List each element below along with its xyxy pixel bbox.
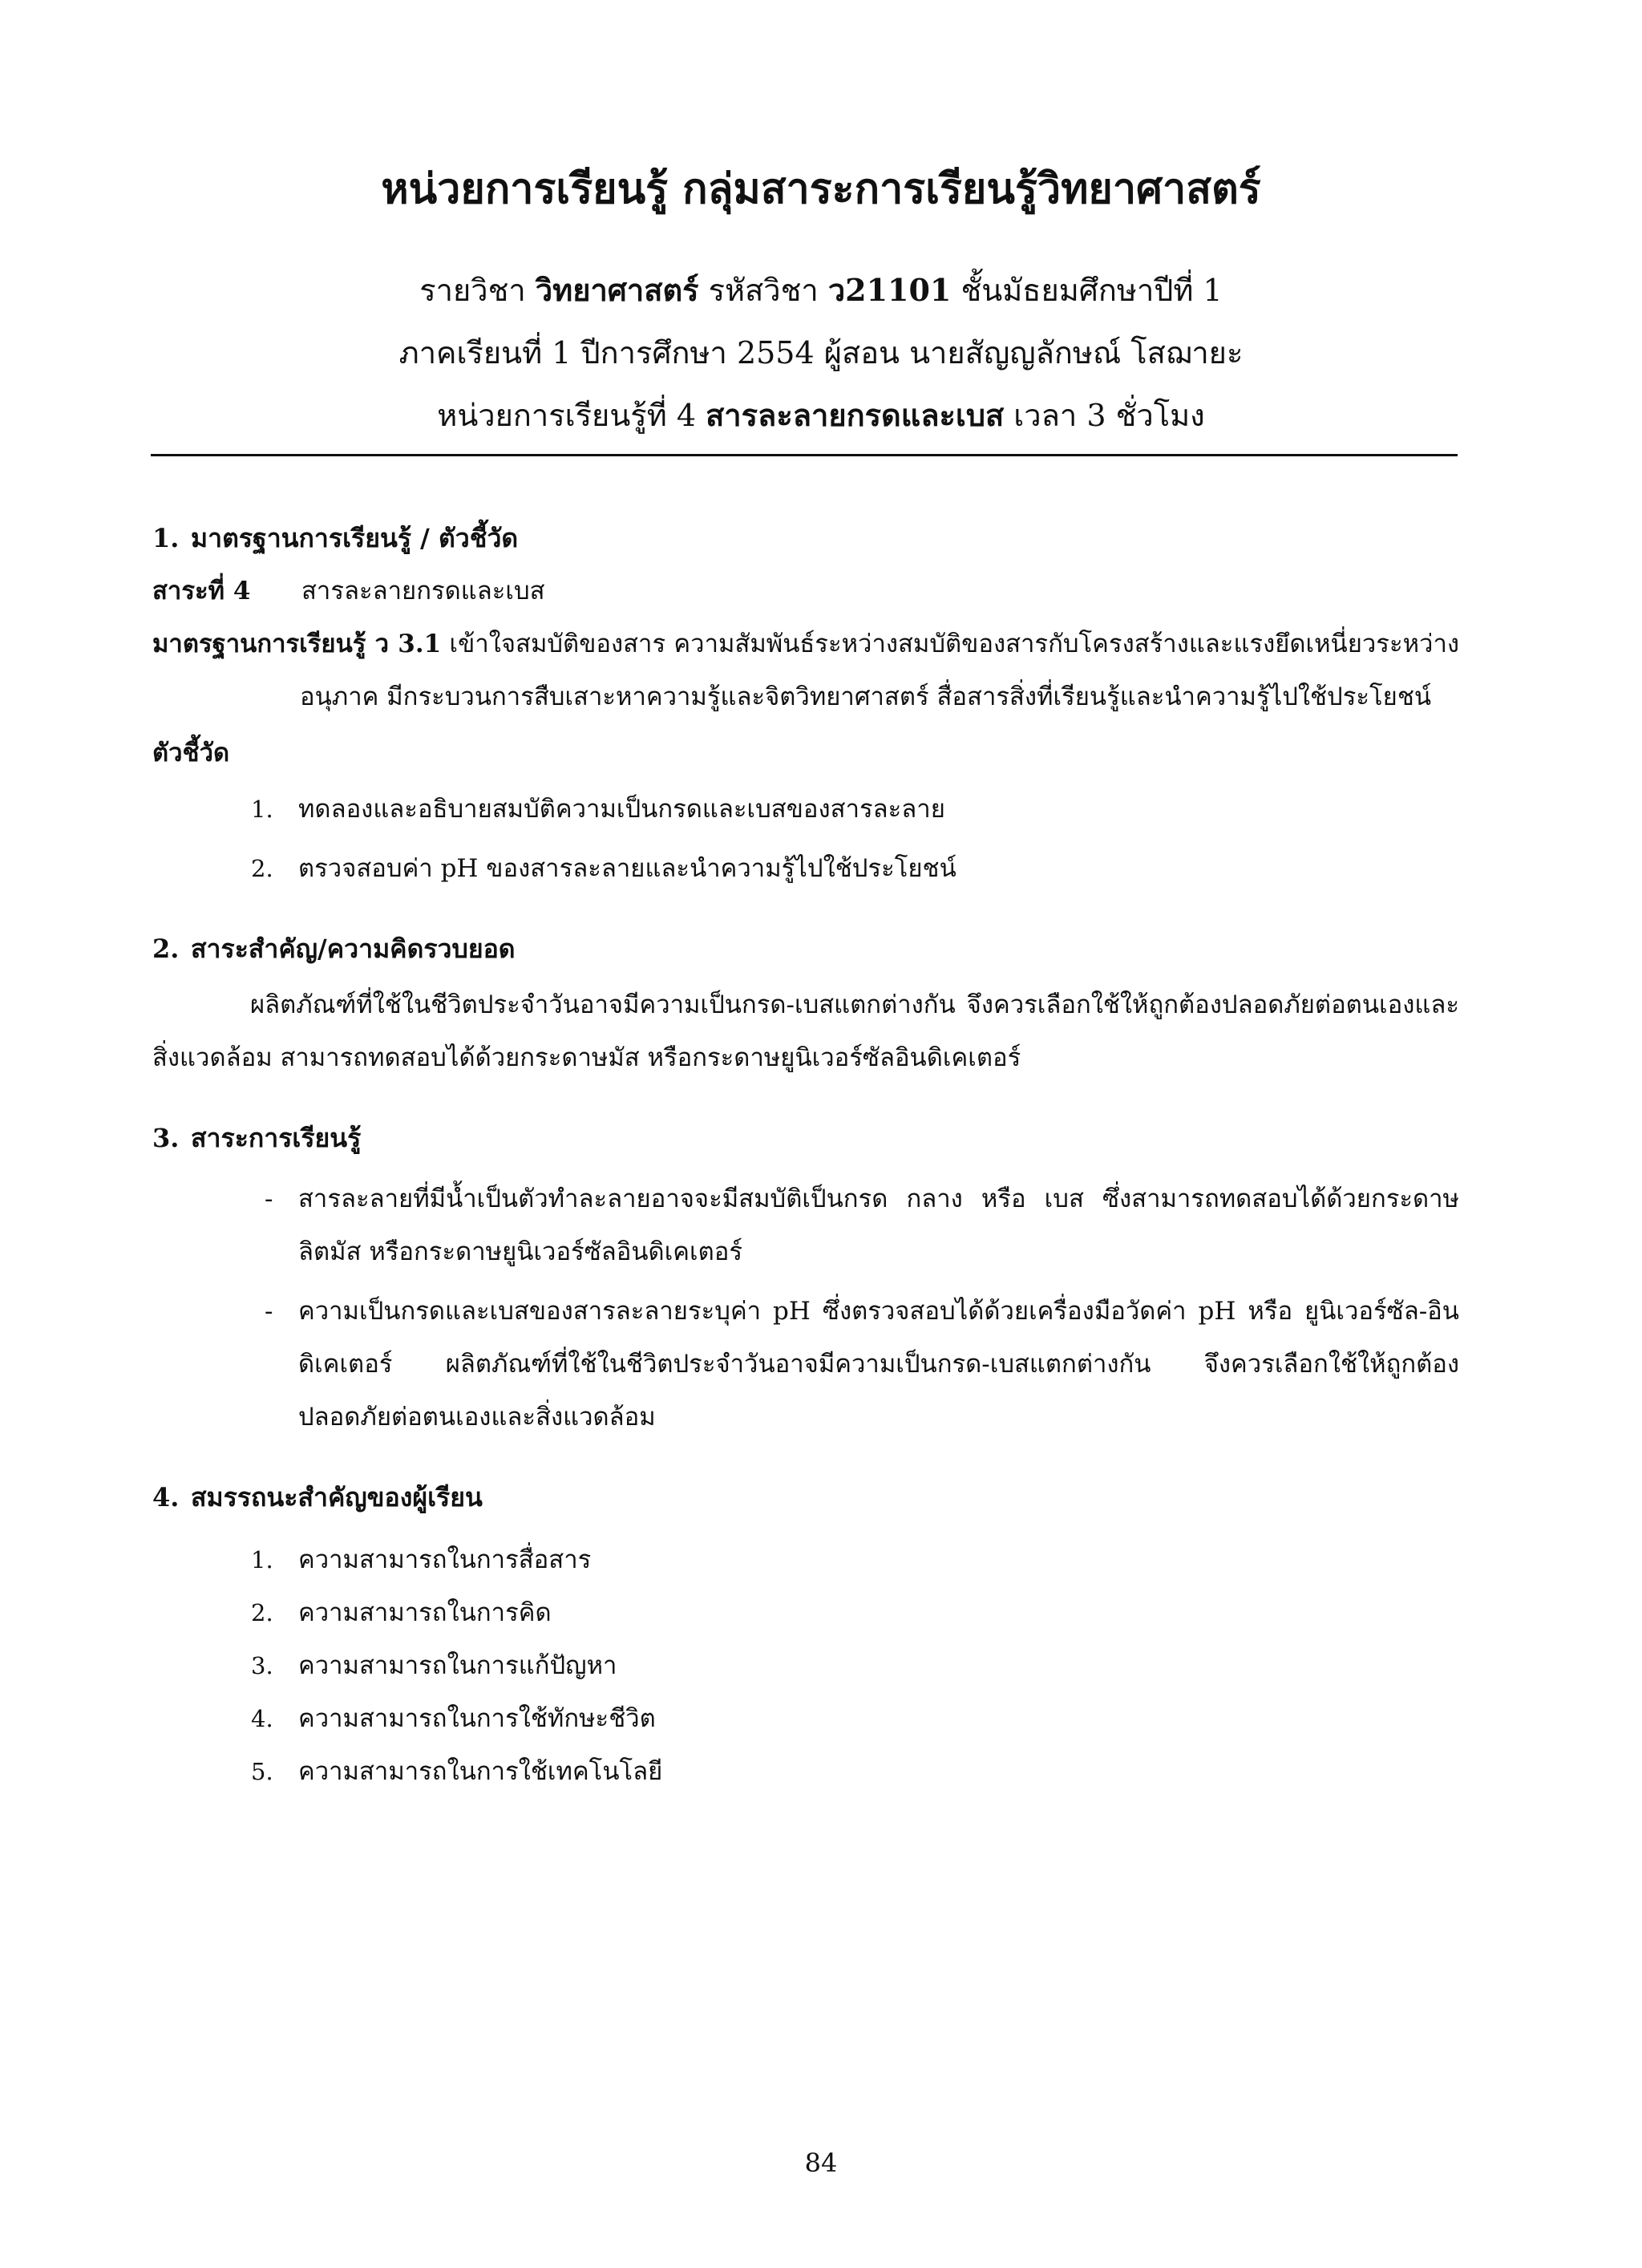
indicators-label: ตัวชี้วัด [152,739,230,767]
unit-info-line [0,391,1642,439]
list-item [152,839,1459,898]
unit-name: สารละลายกรดและเบส [706,397,1005,433]
list-item [152,1172,1459,1278]
section-1-title: มาตรฐานการเรียนรู้ / ตัวชี้วัด [191,523,519,553]
standard-label: มาตรฐานการเรียนรู้ ว 3.1 [152,630,442,658]
header-divider [151,454,1458,456]
list-item-number: 4. [251,1705,273,1732]
learning-content-list [152,1172,1459,1444]
list-item-text: ความสามารถในการใช้ทักษะชีวิต [298,1704,656,1733]
document-body [152,512,1459,1798]
semester-teacher-line: ภาคเรียนที่ 1 ปีการศึกษา 2554 ผู้สอน นายสัญญลักษณ์ โสฌายะ [398,335,1244,371]
section-4-number: 4. [152,1482,180,1513]
section-2-title: สาระสำคัญ/ความคิดรวบยอด [191,934,516,964]
list-item-text: ความสามารถในการแก้ปัญหา [298,1651,617,1680]
list-item [152,1639,1459,1692]
list-item-number: 5. [251,1758,273,1785]
list-item-text: ความเป็นกรดและเบสของสารละลายระบุค่า pH ซึ่งตรวจสอบได้ด้วยเครื่องมือวัดค่า pH หรือ ยูนิเวอร์ซัล-อินดิเคเตอร์ ผลิตภัณฑ์ที่ใช้ในชีวิตประจำวันอาจมีความเป็นกรด-เบสแตกต่างกัน จึงควรเลือกใช้ให้ถูกต้องปลอดภัยต่อตนเองและสิ่งแวดล้อม [298,1297,1459,1432]
course-label: รายวิชา [419,273,536,308]
course-grade: ชั้นมัธยมศึกษาปีที่ 1 [951,273,1223,308]
unit-duration: เวลา 3 ชั่วโมง [1004,398,1205,433]
course-info-line [0,266,1642,314]
section-2-number: 2. [152,934,180,964]
list-item [152,1692,1459,1745]
strand-value: สารละลายกรดและเบส [301,577,545,605]
strand-label: สาระที่ 4 [152,577,251,605]
section-1-heading [152,512,1459,565]
section-4-heading [152,1471,1459,1524]
section-4-title: สมรรถนะสำคัญของผู้เรียน [191,1482,483,1513]
list-item [152,1533,1459,1586]
list-item [152,1745,1459,1798]
list-item-number: 1. [251,1546,273,1573]
list-item [152,1285,1459,1444]
list-item-number: 2. [251,1599,273,1626]
page-title: หน่วยการเรียนรู้ กลุ่มสาระการเรียนรู้วิทยาศาสตร์ [381,164,1261,213]
course-code: ว21101 [827,272,952,308]
list-item-text: ความสามารถในการใช้เทคโนโลยี [298,1757,663,1786]
standard-text: เข้าใจสมบัติของสาร ความสัมพันธ์ระหว่างสมบัติของสารกับโครงสร้างและแรงยึดเหนี่ยวระหว่างอนุภาค มีกระบวนการสืบเสาะหาความรู้และจิตวิทยาศาสตร์ สื่อสารสิ่งที่เรียนรู้และนำความรู้ไปใช้ประโยชน์ [300,630,1459,711]
course-code-label: รหัสวิชา [698,273,828,308]
unit-label: หน่วยการเรียนรู้ที่ 4 [437,398,706,433]
section-3-heading [152,1112,1459,1164]
section-3-title: สาระการเรียนรู้ [191,1123,362,1153]
list-item [152,780,1459,839]
competencies-list [152,1533,1459,1798]
strand-row [152,565,1459,618]
list-bullet: - [265,1185,273,1213]
course-subject: วิทยาศาสตร์ [535,272,699,308]
indicators-list [152,780,1459,898]
section-1-number: 1. [152,523,180,553]
list-item-number: 3. [251,1652,273,1679]
list-item-text: ความสามารถในการสื่อสาร [298,1545,592,1574]
learning-standard [152,618,1459,723]
list-item-text: สารละลายที่มีน้ำเป็นตัวทำละลายอาจจะมีสมบัติเป็นกรด กลาง หรือ เบส ซึ่งสามารถทดสอบได้ด้วยกระดาษลิตมัส หรือกระดาษยูนิเวอร์ซัลอินดิเคเตอร์ [298,1185,1459,1266]
list-item-text: ทดลองและอธิบายสมบัติความเป็นกรดและเบสของสารละลาย [298,795,945,824]
key-concept-paragraph: ผลิตภัณฑ์ที่ใช้ในชีวิตประจำวันอาจมีความเป็นกรด-เบสแตกต่างกัน จึงควรเลือกใช้ให้ถูกต้องปลอดภัยต่อตนเองและสิ่งแวดล้อม สามารถทดสอบได้ด้วยกระดาษมัส หรือกระดาษยูนิเวอร์ซัลอินดิเคเตอร์ [152,990,1459,1072]
list-item-number: 1. [251,796,273,823]
list-bullet: - [265,1297,273,1326]
section-2-heading [152,922,1459,975]
list-item [152,1586,1459,1639]
list-item-number: 2. [251,855,273,882]
page-number: 84 [804,2148,838,2178]
list-item-text: ตรวจสอบค่า pH ของสารละลายและนำความรู้ไปใช้ประโยชน์ [298,854,956,883]
list-item-text: ความสามารถในการคิด [298,1598,552,1627]
section-3-number: 3. [152,1123,180,1153]
